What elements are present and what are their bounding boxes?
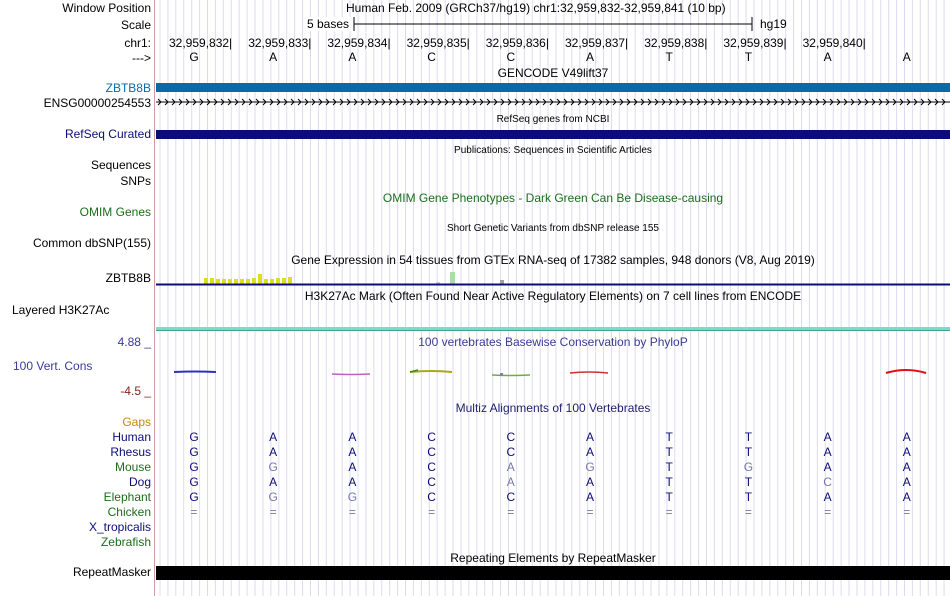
position-tick-label: 32,959,838|	[644, 36, 708, 50]
aligned-base: T	[744, 445, 753, 459]
aligned-base: A	[585, 445, 594, 459]
position-tick-label: 32,959,832|	[169, 36, 233, 50]
aligned-base: T	[744, 475, 753, 489]
refseq-track-title: RefSeq genes from NCBI	[496, 114, 610, 125]
assembly-position-text: Human Feb. 2009 (GRCh37/hg19) chr1:32,959,832-32,959,841 (10 bp)	[346, 1, 726, 15]
aligned-base: =	[269, 505, 277, 519]
aligned-base: G	[189, 475, 199, 489]
aligned-base: G	[268, 460, 278, 474]
scale-bases-text: 5 bases	[307, 17, 350, 31]
position-tick-label: 32,959,834|	[327, 36, 391, 50]
aligned-base: =	[824, 505, 832, 519]
reference-base: C	[506, 50, 516, 64]
aligned-base: A	[902, 460, 911, 474]
species-label-elephant: Elephant	[103, 490, 151, 504]
aligned-base: G	[189, 460, 199, 474]
aligned-base: A	[823, 460, 832, 474]
species-label-zebrafish: Zebrafish	[100, 535, 151, 549]
aligned-base: A	[506, 475, 515, 489]
repeatmasker-track-label[interactable]: RepeatMasker	[72, 565, 151, 579]
strand-arrow-label: --->	[132, 51, 151, 65]
aligned-base: C	[427, 490, 436, 504]
multiz-track-title: Multiz Alignments of 100 Vertebrates	[455, 401, 651, 415]
phylop-track-title: 100 vertebrates Basewise Conservation by PhyloP	[418, 335, 688, 349]
species-label-mouse: Mouse	[114, 460, 151, 474]
aligned-base: T	[665, 430, 673, 444]
reference-base: G	[189, 50, 199, 64]
aligned-base: A	[348, 445, 357, 459]
aligned-base: C	[427, 475, 436, 489]
position-tick-label: 32,959,833|	[248, 36, 312, 50]
aligned-base: A	[348, 475, 357, 489]
gtex-track-label[interactable]: ZBTB8B	[105, 271, 151, 285]
phylop-max-label: 4.88 _	[117, 335, 151, 349]
reference-base: T	[744, 50, 753, 64]
aligned-base: A	[506, 460, 515, 474]
position-tick-label: 32,959,840|	[802, 36, 866, 50]
aligned-base: C	[823, 475, 832, 489]
aligned-base: A	[269, 445, 278, 459]
aligned-base: T	[665, 460, 673, 474]
aligned-base: =	[507, 505, 515, 519]
omim-track-title: OMIM Gene Phenotypes - Dark Green Can Be Disease-causing	[382, 191, 724, 205]
aligned-base: A	[269, 475, 278, 489]
repeatmasker-element-bar[interactable]	[156, 566, 950, 580]
reference-base: A	[585, 50, 594, 64]
aligned-base: C	[427, 460, 436, 474]
aligned-base: A	[585, 490, 594, 504]
reference-base: A	[348, 50, 357, 64]
aligned-base: A	[902, 475, 911, 489]
phylop-track-label[interactable]: 100 Vert. Cons	[13, 359, 93, 373]
aligned-base: A	[585, 430, 594, 444]
species-label-rhesus: Rhesus	[110, 445, 151, 459]
snps-track-label[interactable]: SNPs	[120, 174, 151, 188]
aligned-base: C	[427, 430, 436, 444]
species-label-dog: Dog	[128, 475, 151, 489]
repeatmasker-track-title: Repeating Elements by RepeatMasker	[450, 551, 656, 565]
gtex-track-title: Gene Expression in 54 tissues from GTEx RNA-seq of 17382 samples, 948 donors (V8, Aug 2019)	[291, 253, 815, 267]
aligned-base: =	[744, 505, 752, 519]
gaps-track-label[interactable]: Gaps	[122, 415, 151, 429]
scale-label: Scale	[120, 18, 151, 32]
phylop-min-label: -4.5 _	[120, 384, 151, 398]
aligned-base: T	[665, 490, 673, 504]
aligned-base: A	[823, 490, 832, 504]
aligned-base: C	[427, 445, 436, 459]
omim-track-label[interactable]: OMIM Genes	[79, 205, 151, 219]
position-tick-label: 32,959,835|	[406, 36, 470, 50]
dbsnp-track-label[interactable]: Common dbSNP(155)	[32, 236, 151, 250]
aligned-base: A	[823, 445, 832, 459]
gencode-gene-bar[interactable]	[156, 83, 950, 92]
aligned-base: A	[585, 475, 594, 489]
ensg-intron-line[interactable]	[156, 97, 950, 107]
ensg-track-label[interactable]: ENSG00000254553	[43, 96, 151, 110]
window-position-label: Window Position	[62, 1, 151, 15]
h3k27ac-baseline	[156, 330, 950, 331]
aligned-base: T	[744, 430, 753, 444]
reference-base: T	[665, 50, 673, 64]
aligned-base: T	[744, 490, 753, 504]
gencode-track-title: GENCODE V49lift37	[497, 66, 609, 80]
aligned-base: C	[506, 490, 516, 504]
aligned-base: G	[189, 445, 199, 459]
aligned-base: G	[347, 490, 358, 504]
reference-base: A	[902, 50, 911, 64]
aligned-base: A	[902, 430, 911, 444]
species-label-human: Human	[112, 430, 151, 444]
aligned-base: A	[902, 490, 911, 504]
position-tick-label: 32,959,836|	[485, 36, 549, 50]
h3k27ac-track-label[interactable]: Layered H3K27Ac	[12, 303, 110, 317]
assembly-db-text: hg19	[760, 17, 787, 31]
gtex-expression-graph[interactable]	[156, 268, 950, 288]
gencode-track-label[interactable]: ZBTB8B	[105, 81, 151, 95]
phylop-conservation-plot[interactable]	[156, 362, 950, 380]
chrom-label: chr1:	[124, 36, 151, 50]
aligned-base: A	[823, 430, 832, 444]
sequences-track-label[interactable]: Sequences	[90, 158, 151, 172]
aligned-base: =	[586, 505, 594, 519]
aligned-base: =	[903, 505, 911, 519]
publications-track-title: Publications: Sequences in Scientific Articles	[454, 145, 652, 156]
aligned-base: A	[348, 460, 357, 474]
aligned-base: G	[189, 430, 199, 444]
aligned-base: C	[506, 445, 516, 459]
aligned-base: A	[348, 430, 357, 444]
aligned-base: G	[743, 460, 754, 474]
aligned-base: G	[585, 460, 595, 474]
reference-base: A	[823, 50, 832, 64]
aligned-base: =	[348, 505, 356, 519]
refseq-track-label[interactable]: RefSeq Curated	[64, 127, 151, 141]
aligned-base: C	[506, 430, 516, 444]
aligned-base: T	[665, 475, 673, 489]
aligned-base: T	[665, 445, 673, 459]
aligned-base: =	[665, 505, 673, 519]
reference-base: A	[269, 50, 278, 64]
aligned-base: G	[189, 490, 199, 504]
dbsnp-track-title: Short Genetic Variants from dbSNP release 155	[447, 223, 659, 234]
position-tick-label: 32,959,839|	[723, 36, 787, 50]
species-label-chicken: Chicken	[107, 505, 151, 519]
species-label-x_tropicalis: X_tropicalis	[88, 520, 151, 534]
refseq-gene-bar[interactable]	[156, 130, 950, 139]
gtex-bars	[204, 272, 504, 284]
aligned-base: A	[269, 430, 278, 444]
aligned-base: =	[190, 505, 198, 519]
track-label-pane	[0, 0, 155, 596]
position-tick-label: 32,959,837|	[565, 36, 629, 50]
aligned-base: G	[268, 490, 278, 504]
aligned-base: =	[428, 505, 436, 519]
aligned-base: A	[902, 445, 911, 459]
reference-base: C	[427, 50, 436, 64]
h3k27ac-track-title: H3K27Ac Mark (Often Found Near Active Regulatory Elements) on 7 cell lines from ENCODE	[304, 289, 802, 303]
